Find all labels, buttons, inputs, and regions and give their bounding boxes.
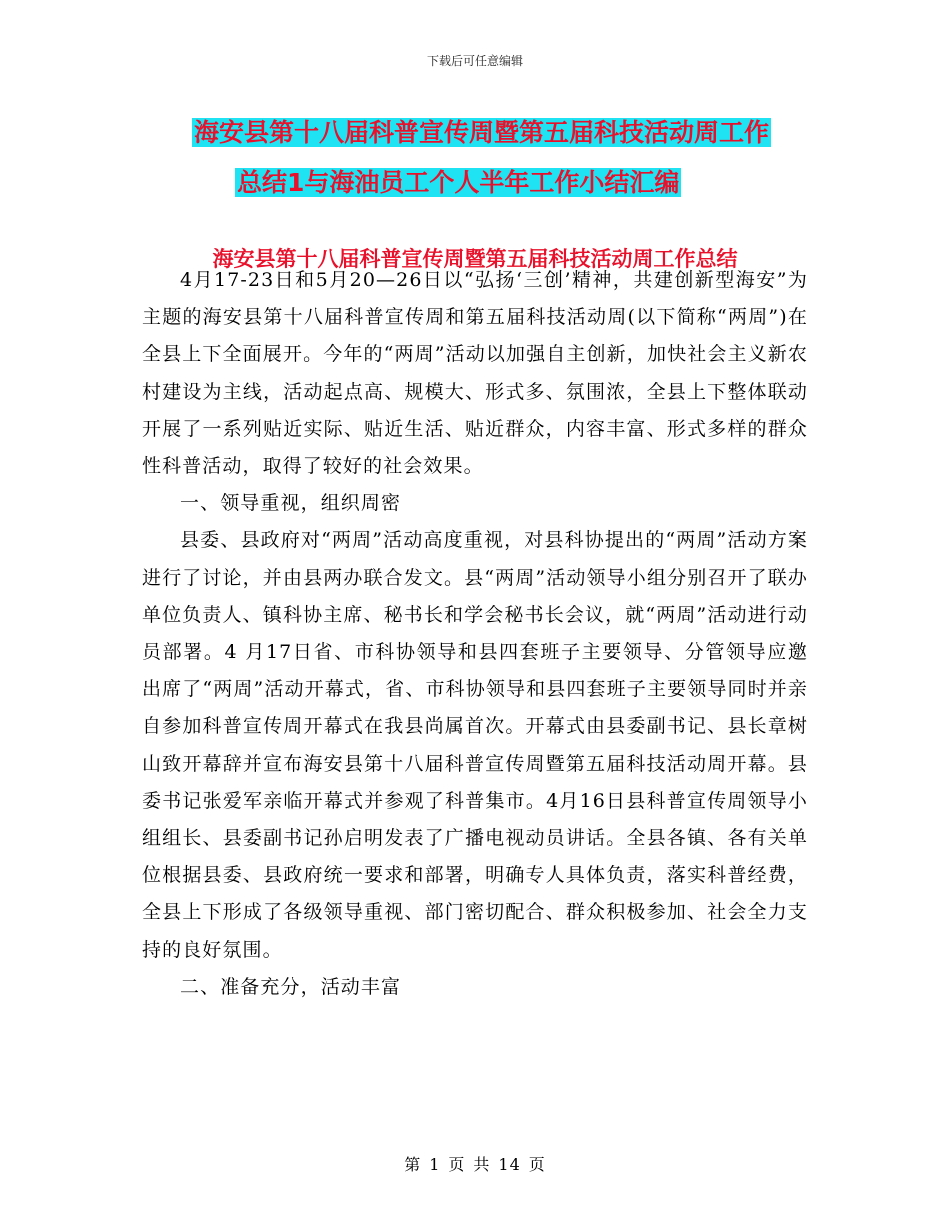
heading-leadership: 一、领导重视，组织周密 <box>180 492 402 515</box>
footer-total-pages: 14 <box>498 1155 521 1174</box>
footer-total-label: 共 <box>473 1155 491 1174</box>
document-title <box>140 108 830 208</box>
title-highlight-2: 总结1与海油员工个人半年工作小结汇编 <box>237 168 680 197</box>
footer-page-number: 1 <box>429 1155 441 1174</box>
footer-page-unit: 页 <box>448 1155 466 1174</box>
paragraph-leadership: 县委、县政府对“两周”活动高度重视，对县科协提出的“两周”活动方案进行了讨论，并由县两办联合发文。县“两周”活动领导小组分别召开了联办单位负责人、镇科协主席、秘书长和学会秘书长会议，就“两周”活动进行动员部署。4 月17日省、市科协领导和县四套班子主要领导、分管领导应邀出席了“两周”活动开幕式，省、市科协领导和县四套班子主要领导同时并亲自参加科普宣传周开幕式在我县尚属首次。开幕式由县委副书记、县长章树山致开幕辞并宣布海安县第十八届科普宣传周暨第五届科技活动周开幕。县委书记张爱军亲临开幕式并参观了科普集市。4月16日县科普宣传周领导小组组长、县委副书记孙启明发表了广播电视动员讲话。全县各镇、各有关单位根据县委、县政府统一要求和部署，明确专人具体负责，落实科普经费，全县上下形成了各级领导重视、部门密切配合、群众积极参加、社会全力支持的良好氛围。 <box>142 529 808 961</box>
document-title-line-1 <box>140 108 830 158</box>
page-footer <box>0 1154 950 1176</box>
paragraph-intro: 4月17-23日和5月20—26日以“弘扬‘三创’精神，共建创新型海安”为主题的海安县第十八届科普宣传周和第五届科技活动周(以下简称“两周”)在全县上下全面展开。今年的“两周”活动以加强自主创新，加快社会主义新农村建设为主线，活动起点高、规模大、形式多、氛围浓，全县上下整体联动开展了一系列贴近实际、贴近生活、贴近群众，内容丰富、形式多样的群众性科普活动，取得了较好的社会效果。 <box>142 269 808 478</box>
section-title: 海安县第十八届科普宣传周暨第五届科技活动周工作总结 <box>212 247 738 271</box>
footer-total-unit: 页 <box>528 1155 546 1174</box>
title-highlight-1: 海安县第十八届科普宣传周暨第五届科技活动周工作 <box>194 118 770 147</box>
header-note: 下载后可任意编辑 <box>426 54 523 68</box>
body-text <box>142 262 808 1006</box>
footer-page-label: 第 <box>404 1155 422 1174</box>
heading-preparation: 二、准备充分，活动丰富 <box>180 975 402 998</box>
document-title-line-2 <box>140 158 830 208</box>
